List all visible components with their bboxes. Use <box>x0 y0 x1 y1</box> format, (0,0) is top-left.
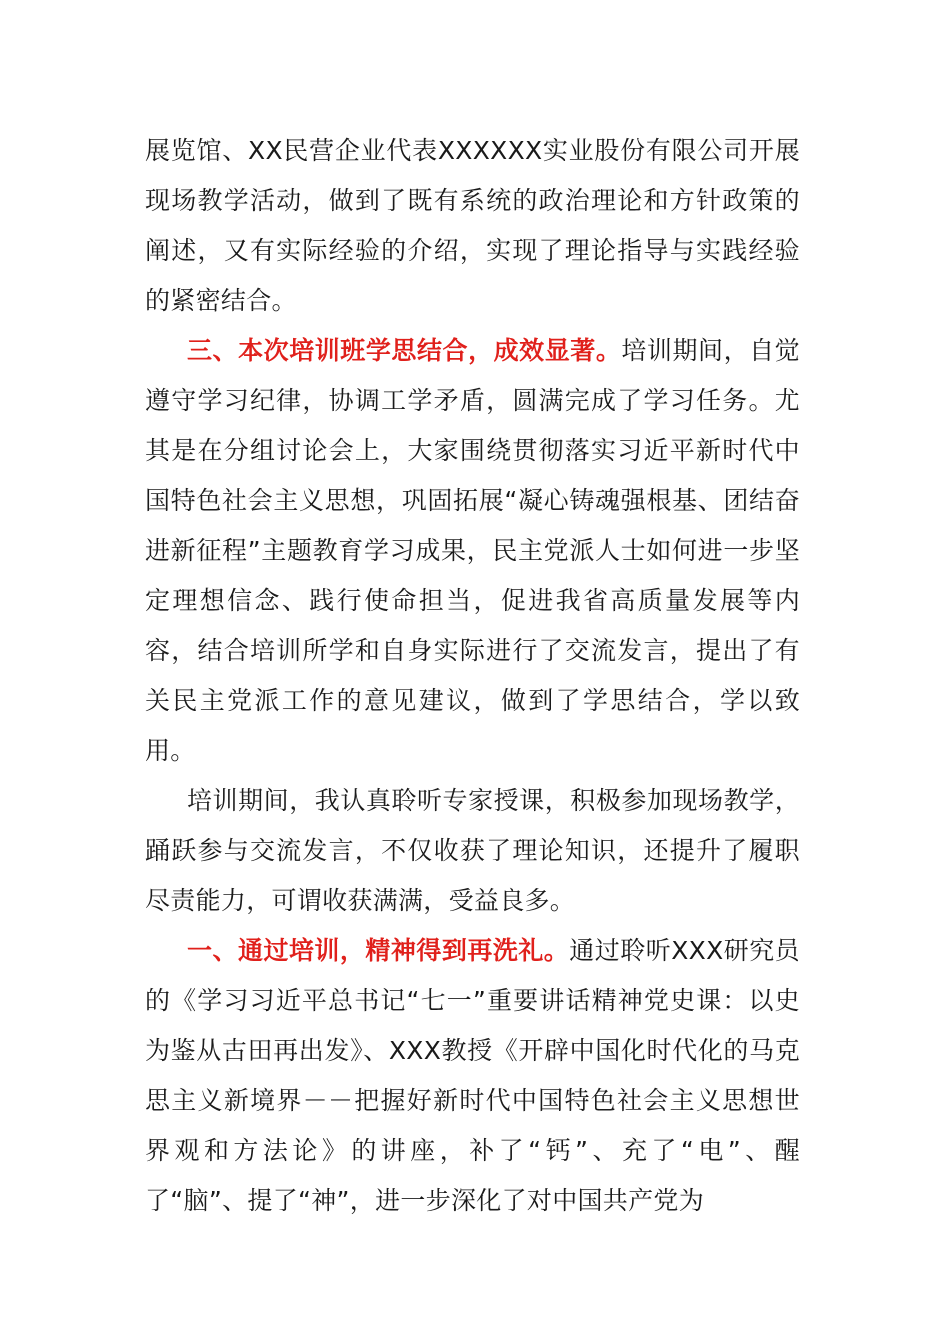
paragraph-text: 展览馆、XX民营企业代表XXXXXX实业股份有限公司开展现场教学活动，做到了既有系统的政治理论和方针政策的阐述，又有实际经验的介绍，实现了理论指导与实践经验的紧密结合。 <box>145 136 800 315</box>
paragraph-section-three <box>145 326 800 776</box>
paragraph-training-summary <box>145 776 800 926</box>
paragraph-continuation <box>145 126 800 326</box>
paragraph-text: 通过聆听XXX研究员的《学习习近平总书记“七一”重要讲话精神党史课：以史为鉴从古田再出发》、XXX教授《开辟中国化时代化的马克思主义新境界－－把握好新时代中国特色社会主义思想世界观和方法论》的讲座，补了“钙”、充了“电”、醒了“脑”、提了“神”，进一步深化了对中国共产党为 <box>145 936 800 1215</box>
section-heading: 三、本次培训班学思结合，成效显著。 <box>187 336 622 365</box>
paragraph-text: 培训期间，自觉遵守学习纪律，协调工学矛盾，圆满完成了学习任务。尤其是在分组讨论会上，大家围绕贯彻落实习近平新时代中国特色社会主义思想，巩固拓展“凝心铸魂强根基、团结奋进新征程”主题教育学习成果，民主党派人士如何进一步坚定理想信念、践行使命担当，促进我省高质量发展等内容，结合培训所学和自身实际进行了交流发言，提出了有关民主党派工作的意见建议，做到了学思结合，学以致用。 <box>145 336 800 765</box>
paragraph-text: 培训期间，我认真聆听专家授课，积极参加现场教学，踊跃参与交流发言，不仅收获了理论知识，还提升了履职尽责能力，可谓收获满满，受益良多。 <box>145 786 800 915</box>
section-heading: 一、通过培训，精神得到再洗礼。 <box>187 936 570 965</box>
document-body <box>145 126 800 1226</box>
paragraph-section-one <box>145 926 800 1226</box>
